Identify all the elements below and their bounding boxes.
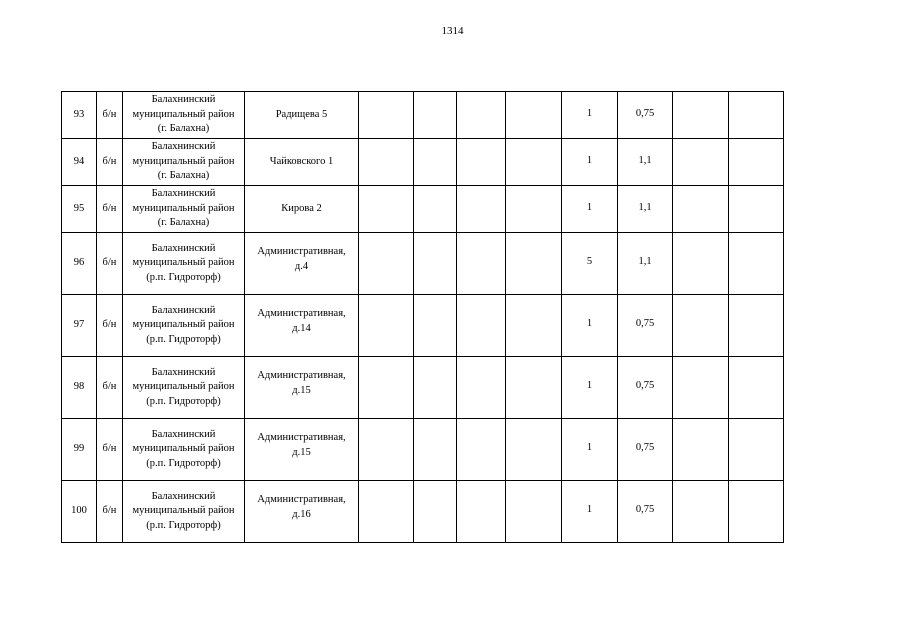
cell-number: 99	[62, 419, 97, 481]
cell-empty	[359, 186, 414, 233]
container-count: 1	[586, 442, 593, 454]
cell-empty	[729, 357, 784, 419]
cell-address	[245, 139, 359, 186]
cell-volume	[618, 139, 673, 186]
district-locality: (г. Балахна)	[157, 170, 210, 182]
district-type: муниципальный район	[132, 202, 235, 214]
cell-bn: б/н	[97, 295, 123, 357]
cell-empty	[359, 139, 414, 186]
cell-empty	[457, 92, 506, 139]
cell-empty	[457, 139, 506, 186]
cell-empty	[506, 186, 562, 233]
cell-empty	[673, 295, 729, 357]
cell-bn: б/н	[97, 419, 123, 481]
cell-empty	[673, 186, 729, 233]
container-count: 1	[586, 201, 593, 213]
cell-empty	[506, 357, 562, 419]
cell-empty	[673, 419, 729, 481]
container-count: 1	[586, 318, 593, 330]
cell-count	[562, 357, 618, 419]
cell-volume	[618, 419, 673, 481]
cell-empty	[414, 233, 457, 295]
cell-volume	[618, 481, 673, 543]
cell-volume	[618, 295, 673, 357]
cell-district	[123, 139, 245, 186]
cell-count	[562, 233, 618, 295]
cell-bn: б/н	[97, 139, 123, 186]
district-locality: (р.п. Гидроторф)	[146, 457, 221, 469]
address-street: Административная,	[257, 494, 346, 506]
cell-count	[562, 481, 618, 543]
address-street: Кирова 2	[281, 202, 322, 214]
district-name: Балахнинский	[151, 94, 216, 106]
district-type: муниципальный район	[132, 108, 235, 120]
table-row	[62, 419, 784, 481]
district-name: Балахнинский	[151, 141, 216, 153]
cell-volume	[618, 357, 673, 419]
cell-bn: б/н	[97, 357, 123, 419]
page-number: 1314	[441, 25, 464, 37]
district-locality: (р.п. Гидроторф)	[146, 395, 221, 407]
district-type: муниципальный район	[132, 155, 235, 167]
container-volume: 1,1	[638, 201, 652, 213]
district-type: муниципальный район	[132, 319, 235, 331]
cell-empty	[359, 419, 414, 481]
district-locality: (р.п. Гидроторф)	[146, 519, 221, 531]
cell-number: 98	[62, 357, 97, 419]
cell-empty	[506, 295, 562, 357]
address-house: д.4	[294, 260, 309, 272]
cell-bn: б/н	[97, 481, 123, 543]
address-street: Административная,	[257, 370, 346, 382]
cell-empty	[506, 233, 562, 295]
cell-empty	[729, 92, 784, 139]
container-count: 1	[586, 504, 593, 516]
cell-count	[562, 419, 618, 481]
cell-number: 100	[62, 481, 97, 543]
district-type: муниципальный район	[132, 257, 235, 269]
district-locality: (г. Балахна)	[157, 123, 210, 135]
cell-district	[123, 233, 245, 295]
cell-empty	[359, 357, 414, 419]
container-count: 5	[586, 256, 593, 268]
cell-empty	[457, 419, 506, 481]
cell-empty	[457, 357, 506, 419]
address-house: д.15	[292, 446, 311, 458]
cell-empty	[673, 139, 729, 186]
cell-bn: б/н	[97, 186, 123, 233]
cell-volume	[618, 92, 673, 139]
cell-number: 93	[62, 92, 97, 139]
cell-empty	[359, 233, 414, 295]
table-row	[62, 357, 784, 419]
district-name: Балахнинский	[151, 428, 216, 440]
cell-count	[562, 295, 618, 357]
table-row	[62, 233, 784, 295]
cell-empty	[729, 419, 784, 481]
cell-number: 94	[62, 139, 97, 186]
container-volume: 1,1	[638, 154, 652, 166]
address-street: Административная,	[257, 432, 346, 444]
district-type: муниципальный район	[132, 443, 235, 455]
container-volume: 0,75	[635, 380, 655, 392]
cell-count	[562, 92, 618, 139]
cell-address	[245, 186, 359, 233]
cell-empty	[729, 481, 784, 543]
table-row	[62, 139, 784, 186]
district-name: Балахнинский	[151, 304, 216, 316]
cell-empty	[729, 295, 784, 357]
cell-empty	[414, 357, 457, 419]
address-house: д.15	[292, 384, 311, 396]
cell-empty	[673, 357, 729, 419]
cell-empty	[359, 295, 414, 357]
address-street: Административная,	[257, 246, 346, 258]
table-row	[62, 186, 784, 233]
cell-empty	[729, 139, 784, 186]
cell-empty	[359, 481, 414, 543]
cell-empty	[729, 186, 784, 233]
address-street: Радищева 5	[275, 108, 328, 120]
cell-district	[123, 186, 245, 233]
cell-address	[245, 419, 359, 481]
cell-empty	[414, 92, 457, 139]
cell-empty	[506, 481, 562, 543]
cell-empty	[673, 233, 729, 295]
district-type: муниципальный район	[132, 505, 235, 517]
district-locality: (р.п. Гидроторф)	[146, 271, 221, 283]
cell-address	[245, 295, 359, 357]
cell-empty	[457, 481, 506, 543]
cell-address	[245, 357, 359, 419]
cell-empty	[506, 92, 562, 139]
cell-empty	[457, 295, 506, 357]
table-row	[62, 481, 784, 543]
cell-empty	[414, 186, 457, 233]
cell-bn: б/н	[97, 233, 123, 295]
container-volume: 0,75	[635, 318, 655, 330]
table-row	[62, 92, 784, 139]
cell-number: 96	[62, 233, 97, 295]
district-name: Балахнинский	[151, 188, 216, 200]
cell-empty	[414, 139, 457, 186]
container-volume: 1,1	[638, 256, 652, 268]
cell-empty	[457, 186, 506, 233]
address-house: д.14	[292, 322, 311, 334]
container-volume: 0,75	[635, 442, 655, 454]
address-street: Чайковского 1	[269, 155, 334, 167]
cell-district	[123, 357, 245, 419]
table-row	[62, 295, 784, 357]
cell-empty	[729, 233, 784, 295]
cell-empty	[414, 419, 457, 481]
cell-address	[245, 233, 359, 295]
cell-volume	[618, 233, 673, 295]
cell-empty	[414, 481, 457, 543]
container-count: 1	[586, 107, 593, 119]
cell-empty	[359, 92, 414, 139]
cell-bn: б/н	[97, 92, 123, 139]
district-name: Балахнинский	[151, 490, 216, 502]
cell-empty	[457, 233, 506, 295]
cell-empty	[673, 481, 729, 543]
cell-district	[123, 295, 245, 357]
address-house: д.16	[292, 508, 311, 520]
district-locality: (г. Балахна)	[157, 217, 210, 229]
cell-count	[562, 139, 618, 186]
cell-empty	[673, 92, 729, 139]
container-count: 1	[586, 154, 593, 166]
cell-empty	[506, 419, 562, 481]
address-street: Административная,	[257, 308, 346, 320]
cell-address	[245, 481, 359, 543]
cell-district	[123, 92, 245, 139]
cell-district	[123, 481, 245, 543]
cell-volume	[618, 186, 673, 233]
district-locality: (р.п. Гидроторф)	[146, 333, 221, 345]
cell-empty	[414, 295, 457, 357]
cell-number: 97	[62, 295, 97, 357]
cell-district	[123, 419, 245, 481]
district-name: Балахнинский	[151, 242, 216, 254]
container-count: 1	[586, 380, 593, 392]
cell-address	[245, 92, 359, 139]
district-name: Балахнинский	[151, 366, 216, 378]
container-volume: 0,75	[635, 504, 655, 516]
registry-table	[61, 91, 784, 543]
container-volume: 0,75	[635, 107, 655, 119]
district-type: муниципальный район	[132, 381, 235, 393]
cell-number: 95	[62, 186, 97, 233]
cell-empty	[506, 139, 562, 186]
cell-count	[562, 186, 618, 233]
